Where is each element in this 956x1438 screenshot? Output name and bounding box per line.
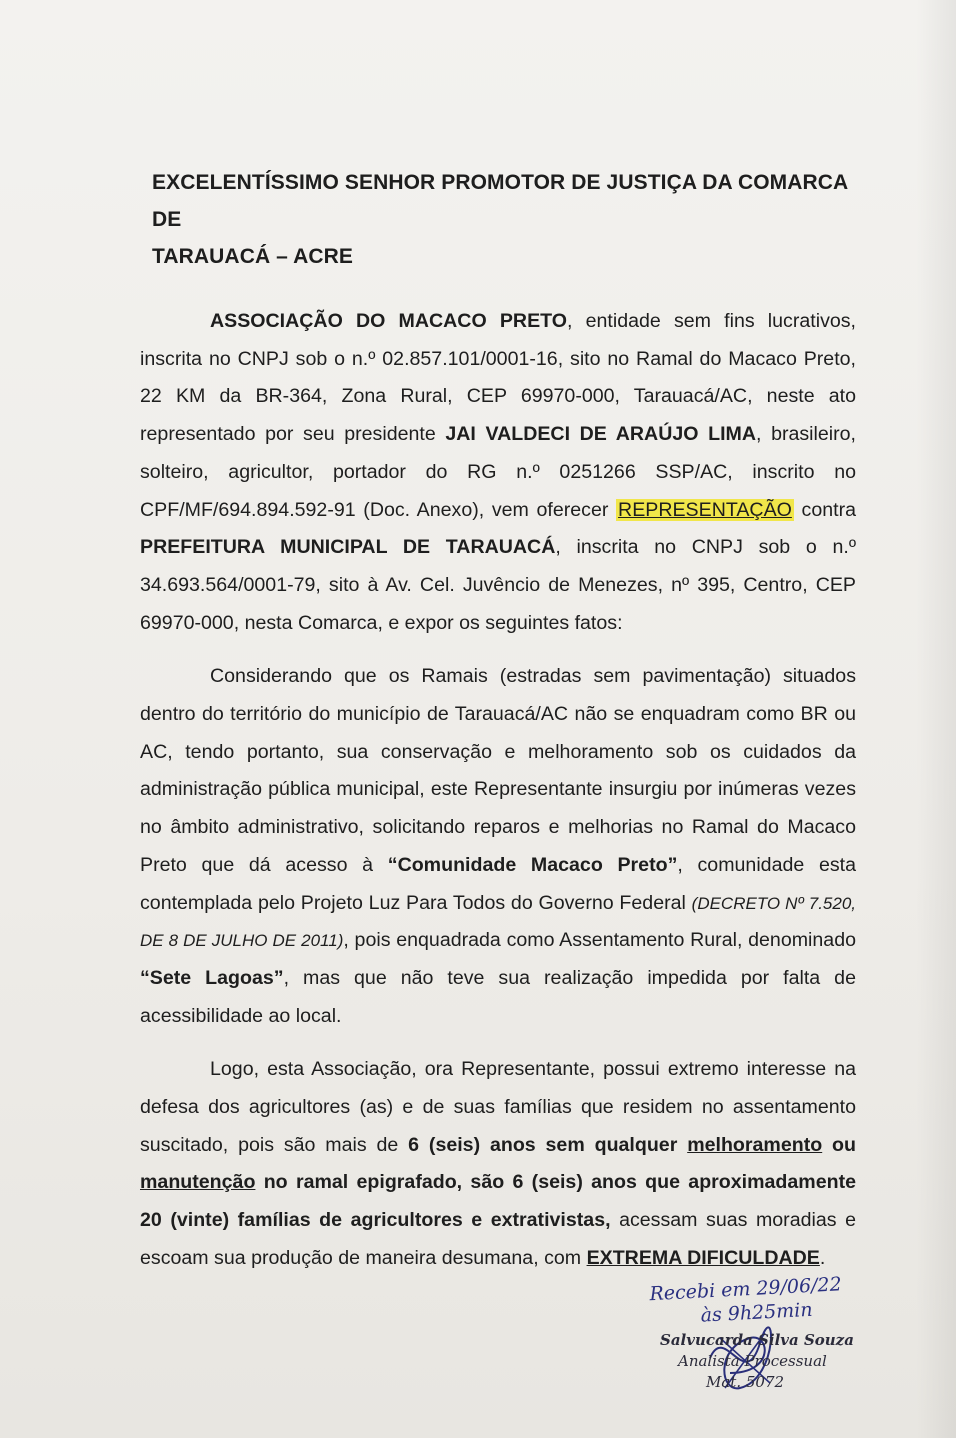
president-name: JAI VALDECI DE ARAÚJO LIMA: [445, 423, 756, 446]
paragraph-logo: [140, 1051, 856, 1277]
sete-lagoas-name: “Sete Lagoas”: [140, 966, 284, 989]
p2-text-4: , mas que não teve sua realização impedida por falta de acessibilidade ao local.: [140, 966, 856, 1027]
decreto-reference: (DECRETO Nº 7.520, DE 8 DE JULHO DE 2011): [140, 893, 856, 951]
p2-text-3: , pois enquadrada como Assentamento Rural, denominado: [343, 929, 856, 952]
receipt-time: às 9h25min: [700, 1298, 814, 1327]
p3-text-1: Logo, esta Associação, ora Representante, possui extremo interesse na defesa dos agricultores (as) e de suas famílias que residem no assentamento suscitado, pois são mais de: [140, 1058, 856, 1156]
p3-bold-2: ou: [822, 1133, 856, 1156]
receipt-date: Recebi em 29/06/22: [648, 1273, 843, 1306]
prefeitura-name: PREFEITURA MUNICIPAL DE TARAUACÁ: [140, 536, 556, 559]
extrema-dificuldade: EXTREMA DIFICULDADE: [586, 1246, 820, 1269]
p1-text-4: , inscrita no CNPJ sob o n.º 34.693.564/0001-79, sito à Av. Cel. Juvêncio de Menezes, nº 395, Centro, CEP 69970-000, nesta Comarca, e expor os seguintes fatos:: [140, 536, 856, 634]
p2-text-2: , comunidade esta contemplada pelo Projeto Luz Para Todos do Governo Federal: [140, 853, 856, 914]
p1-text-2: , brasileiro, solteiro, agricultor, portador do RG n.º 0251266 SSP/AC, inscrito no CPF/MF/694.894.592-91 (Doc. Anexo), vem oferecer: [140, 423, 857, 521]
p3-text-3: .: [819, 1246, 826, 1269]
p1-text-3: contra: [793, 498, 856, 521]
melhoramento-word: melhoramento: [687, 1133, 823, 1156]
paragraph-parties: [140, 303, 856, 642]
comunidade-name: “Comunidade Macaco Preto”: [387, 853, 678, 876]
highlighted-representacao: REPRESENTAÇÃO: [618, 498, 792, 521]
official-stamp: [660, 1330, 860, 1393]
stamp-name: Salvucarda Silva Souza: [660, 1331, 854, 1349]
stamp-role: Analista Processual: [678, 1352, 827, 1370]
p2-text-1: Considerando que os Ramais (estradas sem pavimentação) situados dentro do território do município de Tarauacá/AC não se enquadram como BR ou AC, tendo portanto, sua conservação e melhoramento sob os cuidados da administração pública municipal, este Representante insurgiu por inúmeras vezes no âmbito administrativo, solicitando reparos e melhorias no Ramal do Macaco Preto que dá acesso à: [140, 665, 856, 876]
association-name: ASSOCIAÇÃO DO MACACO PRETO: [210, 310, 568, 332]
p3-bold-3: no ramal epigrafado, são 6 (seis) anos que aproximadamente 20 (vinte) famílias de agricultores e extrativistas,: [140, 1171, 856, 1232]
stamp-mat: Mat. 5072: [706, 1373, 785, 1391]
document-heading: [152, 164, 872, 275]
manutencao-word: manutenção: [140, 1171, 256, 1194]
heading-line-2: TARAUACÁ – ACRE: [152, 245, 353, 268]
document-body: [140, 303, 856, 1278]
p1-text-1: , entidade sem fins lucrativos, inscrita no CNPJ sob o n.º 02.857.101/0001-16, sito no Ramal do Macaco Preto, 22 KM da BR-364, Zona Rural, CEP 69970-000, Tarauacá/AC, neste ato representado por seu presidente: [140, 310, 857, 446]
p3-text-2: acessam suas moradias e escoam sua produção de maneira desumana, com: [140, 1209, 856, 1269]
page-edge-shadow: [916, 0, 956, 1438]
paragraph-considerando: [140, 658, 856, 1035]
heading-line-1: EXCELENTÍSSIMO SENHOR PROMOTOR DE JUSTIÇA DA COMARCA DE: [152, 171, 848, 231]
p3-bold-1: 6 (seis) anos sem qualquer: [408, 1133, 688, 1156]
